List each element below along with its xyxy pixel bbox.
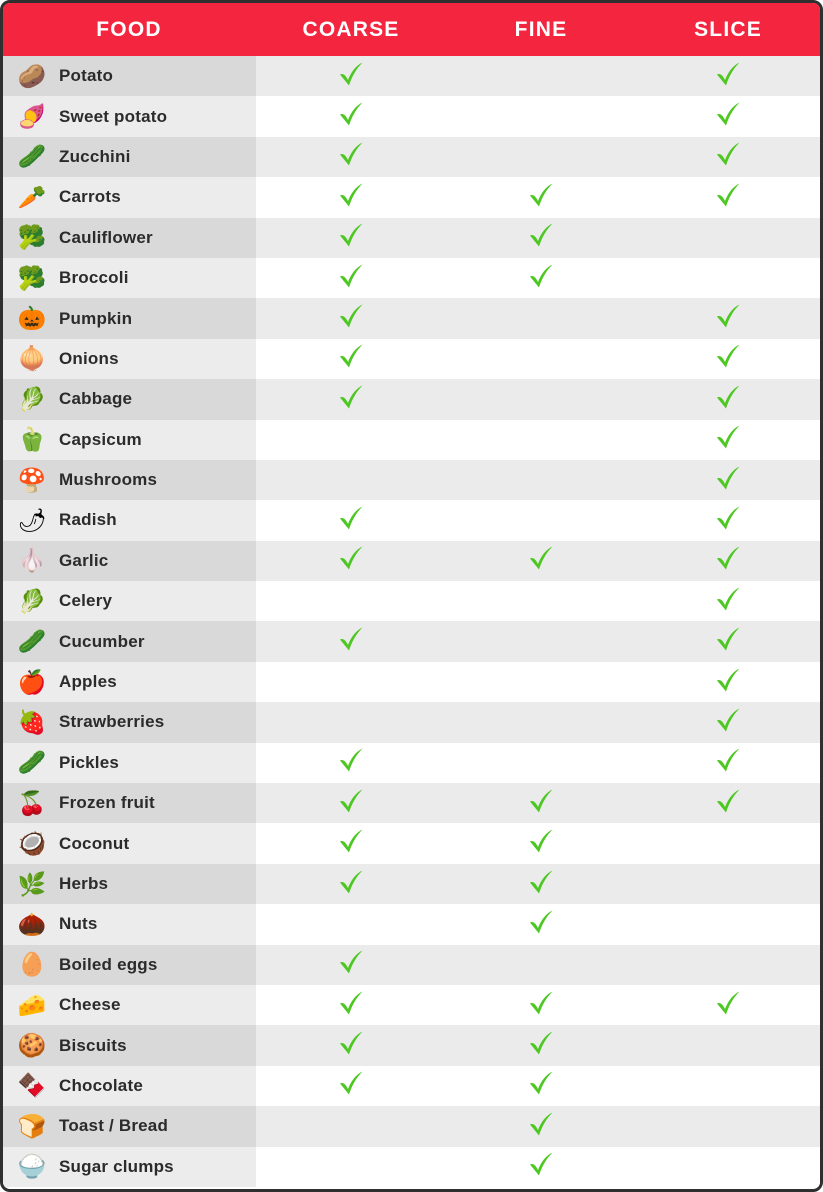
food-cell	[3, 662, 256, 702]
fine-cell	[446, 500, 636, 540]
slice-cell	[636, 864, 820, 904]
slice-cell	[636, 541, 820, 581]
food-cell	[3, 258, 256, 298]
check-icon	[336, 301, 366, 331]
bread-icon: 🍞	[17, 1112, 47, 1139]
table-row	[3, 218, 820, 258]
table-row	[3, 864, 820, 904]
slice-cell	[636, 339, 820, 379]
check-icon	[526, 261, 556, 291]
table-row	[3, 662, 820, 702]
table-row	[3, 1106, 820, 1146]
fine-cell	[446, 96, 636, 136]
check-icon	[713, 665, 743, 695]
check-icon	[526, 786, 556, 816]
slice-cell	[636, 420, 820, 460]
coarse-cell	[256, 662, 446, 702]
check-icon	[526, 907, 556, 937]
fine-cell	[446, 864, 636, 904]
column-header-fine: FINE	[446, 3, 636, 56]
food-cell	[3, 864, 256, 904]
empty-mark	[541, 645, 542, 646]
food-label: Onions	[59, 348, 119, 368]
empty-mark	[351, 443, 352, 444]
strawberry-icon: 🍓	[17, 708, 47, 735]
empty-mark	[351, 927, 352, 928]
slice-cell	[636, 500, 820, 540]
check-icon	[713, 422, 743, 452]
food-label: Apples	[59, 672, 117, 692]
coarse-cell	[256, 581, 446, 621]
empty-mark	[728, 1049, 729, 1050]
table-row	[3, 339, 820, 379]
table-row	[3, 985, 820, 1025]
table-row	[3, 96, 820, 136]
table-row	[3, 581, 820, 621]
celery-icon: 🥬	[17, 587, 47, 614]
slice-cell	[636, 702, 820, 742]
slice-cell	[636, 379, 820, 419]
potato-icon: 🥔	[17, 62, 47, 89]
pumpkin-icon: 🎃	[17, 305, 47, 332]
food-cell	[3, 985, 256, 1025]
check-icon	[713, 745, 743, 775]
fine-cell	[446, 945, 636, 985]
empty-mark	[541, 120, 542, 121]
fine-cell	[446, 702, 636, 742]
fine-cell	[446, 460, 636, 500]
slice-cell	[636, 177, 820, 217]
apple-icon: 🍎	[17, 668, 47, 695]
coarse-cell	[256, 460, 446, 500]
empty-mark	[728, 241, 729, 242]
check-icon	[713, 59, 743, 89]
empty-mark	[728, 847, 729, 848]
fine-cell	[446, 985, 636, 1025]
slice-cell	[636, 621, 820, 661]
food-label: Potato	[59, 66, 114, 86]
empty-mark	[541, 685, 542, 686]
check-icon	[713, 139, 743, 169]
food-label: Broccoli	[59, 268, 129, 288]
fine-cell	[446, 1066, 636, 1106]
coarse-cell	[256, 1066, 446, 1106]
fine-cell	[446, 823, 636, 863]
coarse-cell	[256, 137, 446, 177]
food-cell	[3, 460, 256, 500]
check-icon	[336, 99, 366, 129]
check-icon	[336, 947, 366, 977]
check-icon	[336, 261, 366, 291]
food-label: Pickles	[59, 752, 120, 772]
empty-mark	[728, 927, 729, 928]
onion-icon: 🧅	[17, 345, 47, 372]
food-cell	[3, 783, 256, 823]
food-label: Toast / Bread	[59, 1116, 169, 1136]
check-icon	[336, 745, 366, 775]
food-cell	[3, 702, 256, 742]
table-row	[3, 298, 820, 338]
fine-cell	[446, 1106, 636, 1146]
table-row	[3, 1025, 820, 1065]
coarse-cell	[256, 1106, 446, 1146]
cucumber-icon: 🥒	[17, 628, 47, 655]
check-icon	[526, 1109, 556, 1139]
check-icon	[526, 867, 556, 897]
food-label: Garlic	[59, 550, 109, 570]
empty-mark	[351, 1129, 352, 1130]
food-cell	[3, 541, 256, 581]
empty-mark	[541, 725, 542, 726]
table-row	[3, 1147, 820, 1187]
slice-cell	[636, 945, 820, 985]
table-row	[3, 56, 820, 96]
food-label: Capsicum	[59, 429, 142, 449]
table-row	[3, 743, 820, 783]
fine-cell	[446, 662, 636, 702]
coarse-cell	[256, 298, 446, 338]
fine-cell	[446, 339, 636, 379]
check-icon	[713, 988, 743, 1018]
food-cell	[3, 1147, 256, 1187]
food-cell	[3, 218, 256, 258]
slice-cell	[636, 218, 820, 258]
check-icon	[526, 543, 556, 573]
check-icon	[526, 1149, 556, 1179]
food-cell	[3, 1066, 256, 1106]
check-icon	[336, 543, 366, 573]
empty-mark	[728, 887, 729, 888]
check-icon	[713, 543, 743, 573]
fine-cell	[446, 621, 636, 661]
table-row	[3, 420, 820, 460]
food-cell	[3, 743, 256, 783]
empty-mark	[541, 766, 542, 767]
food-label: Herbs	[59, 874, 109, 893]
food-cell	[3, 823, 256, 863]
fine-cell	[446, 56, 636, 96]
check-icon	[336, 180, 366, 210]
check-icon	[336, 503, 366, 533]
empty-mark	[351, 1170, 352, 1171]
check-icon	[713, 301, 743, 331]
column-header-food: FOOD	[3, 3, 256, 56]
cauliflower-icon: 🥦	[17, 224, 47, 251]
empty-mark	[541, 79, 542, 80]
table-row	[3, 379, 820, 419]
check-icon	[713, 382, 743, 412]
food-label: Frozen fruit	[59, 793, 155, 813]
food-label: Carrots	[59, 187, 121, 207]
zucchini-icon: 🥒	[17, 143, 47, 170]
check-icon	[713, 624, 743, 654]
column-header-coarse: COARSE	[256, 3, 446, 56]
check-icon	[336, 341, 366, 371]
coarse-cell	[256, 339, 446, 379]
empty-mark	[541, 443, 542, 444]
pickle-icon: 🥒	[17, 749, 47, 776]
coarse-cell	[256, 743, 446, 783]
food-label: Cabbage	[59, 389, 133, 409]
slice-cell	[636, 1066, 820, 1106]
coarse-cell	[256, 1147, 446, 1187]
check-icon	[336, 382, 366, 412]
food-cell	[3, 298, 256, 338]
empty-mark	[728, 968, 729, 969]
nuts-icon: 🌰	[17, 910, 47, 937]
table-row	[3, 177, 820, 217]
slice-cell	[636, 96, 820, 136]
coarse-cell	[256, 621, 446, 661]
table-body	[3, 56, 820, 1187]
fine-cell	[446, 783, 636, 823]
food-cell	[3, 500, 256, 540]
coconut-icon: 🥥	[17, 830, 47, 857]
garlic-icon: 🧄	[17, 547, 47, 574]
table-row	[3, 783, 820, 823]
check-icon	[336, 139, 366, 169]
table-row	[3, 460, 820, 500]
fine-cell	[446, 581, 636, 621]
check-icon	[526, 180, 556, 210]
food-label: Mushrooms	[59, 470, 158, 490]
food-cell	[3, 137, 256, 177]
table-row	[3, 945, 820, 985]
check-icon	[713, 99, 743, 129]
coarse-cell	[256, 1025, 446, 1065]
slice-cell	[636, 258, 820, 298]
coarse-cell	[256, 864, 446, 904]
food-cell	[3, 379, 256, 419]
food-label: Sugar clumps	[59, 1156, 174, 1176]
empty-mark	[351, 685, 352, 686]
food-cell	[3, 945, 256, 985]
herbs-icon: 🌿	[17, 870, 47, 897]
fine-cell	[446, 904, 636, 944]
coarse-cell	[256, 500, 446, 540]
coarse-cell	[256, 541, 446, 581]
mushroom-icon: 🍄	[17, 466, 47, 493]
fine-cell	[446, 177, 636, 217]
fine-cell	[446, 743, 636, 783]
fine-cell	[446, 137, 636, 177]
slice-cell	[636, 743, 820, 783]
slice-cell	[636, 137, 820, 177]
table-row	[3, 621, 820, 661]
food-cell	[3, 621, 256, 661]
food-capability-table	[3, 3, 820, 1187]
check-icon	[336, 624, 366, 654]
slice-cell	[636, 1147, 820, 1187]
coarse-cell	[256, 420, 446, 460]
food-cell	[3, 177, 256, 217]
food-label: Strawberries	[59, 712, 165, 732]
header-row	[3, 3, 820, 56]
cabbage-icon: 🥬	[17, 385, 47, 412]
empty-mark	[728, 1129, 729, 1130]
slice-cell	[636, 460, 820, 500]
empty-mark	[541, 402, 542, 403]
check-icon	[336, 220, 366, 250]
food-label: Coconut	[59, 833, 130, 853]
biscuit-icon: 🍪	[17, 1032, 47, 1059]
check-icon	[713, 503, 743, 533]
check-icon	[336, 988, 366, 1018]
coarse-cell	[256, 379, 446, 419]
check-icon	[713, 180, 743, 210]
fine-cell	[446, 258, 636, 298]
slice-cell	[636, 783, 820, 823]
check-icon	[336, 786, 366, 816]
empty-mark	[541, 160, 542, 161]
coarse-cell	[256, 904, 446, 944]
column-header-slice: SLICE	[636, 3, 820, 56]
check-icon	[526, 1028, 556, 1058]
coarse-cell	[256, 258, 446, 298]
food-label: Cauliflower	[59, 227, 153, 247]
fine-cell	[446, 420, 636, 460]
food-label: Biscuits	[59, 1035, 127, 1055]
cheese-icon: 🧀	[17, 991, 47, 1018]
coarse-cell	[256, 985, 446, 1025]
table-row	[3, 1066, 820, 1106]
food-cell	[3, 339, 256, 379]
food-label: Sweet potato	[59, 106, 168, 126]
food-label: Pumpkin	[59, 308, 133, 328]
check-icon	[336, 1068, 366, 1098]
check-icon	[336, 59, 366, 89]
check-icon	[336, 826, 366, 856]
table-row	[3, 258, 820, 298]
table-row	[3, 541, 820, 581]
slice-cell	[636, 56, 820, 96]
empty-mark	[351, 725, 352, 726]
food-cell	[3, 1025, 256, 1065]
food-cell	[3, 1106, 256, 1146]
chocolate-icon: 🍫	[17, 1072, 47, 1099]
food-label: Boiled eggs	[59, 954, 158, 974]
empty-mark	[351, 483, 352, 484]
check-icon	[713, 463, 743, 493]
table-row	[3, 904, 820, 944]
check-icon	[336, 867, 366, 897]
empty-mark	[541, 968, 542, 969]
fine-cell	[446, 1025, 636, 1065]
carrot-icon: 🥕	[17, 183, 47, 210]
coarse-cell	[256, 96, 446, 136]
table-row	[3, 823, 820, 863]
sweet-potato-icon: 🍠	[17, 103, 47, 130]
empty-mark	[541, 362, 542, 363]
slice-cell	[636, 1106, 820, 1146]
check-icon	[713, 584, 743, 614]
food-label: Celery	[59, 591, 113, 611]
check-icon	[526, 1068, 556, 1098]
empty-mark	[728, 1089, 729, 1090]
table-row	[3, 500, 820, 540]
check-icon	[713, 786, 743, 816]
slice-cell	[636, 662, 820, 702]
food-cell	[3, 904, 256, 944]
empty-mark	[541, 483, 542, 484]
slice-cell	[636, 581, 820, 621]
capsicum-icon: 🫑	[17, 426, 47, 453]
table-row	[3, 702, 820, 742]
fine-cell	[446, 298, 636, 338]
slice-cell	[636, 904, 820, 944]
check-icon	[526, 220, 556, 250]
food-label: Chocolate	[59, 1075, 143, 1095]
radish-icon: 🌶	[17, 506, 47, 533]
food-label: Radish	[59, 510, 117, 530]
slice-cell	[636, 1025, 820, 1065]
cherry-icon: 🍒	[17, 789, 47, 816]
empty-mark	[541, 322, 542, 323]
empty-mark	[728, 1170, 729, 1171]
coarse-cell	[256, 783, 446, 823]
table-header	[3, 3, 820, 56]
empty-mark	[351, 604, 352, 605]
empty-mark	[541, 523, 542, 524]
food-label: Cheese	[59, 995, 121, 1015]
coarse-cell	[256, 945, 446, 985]
check-icon	[713, 341, 743, 371]
empty-mark	[541, 604, 542, 605]
sugar-icon: 🍚	[17, 1153, 47, 1180]
food-cell	[3, 56, 256, 96]
fine-cell	[446, 1147, 636, 1187]
coarse-cell	[256, 702, 446, 742]
coarse-cell	[256, 823, 446, 863]
food-cell	[3, 581, 256, 621]
broccoli-icon: 🥦	[17, 264, 47, 291]
food-label: Zucchini	[59, 146, 131, 166]
table-row	[3, 137, 820, 177]
food-cell	[3, 420, 256, 460]
food-label: Cucumber	[59, 631, 145, 651]
check-icon	[526, 988, 556, 1018]
coarse-cell	[256, 177, 446, 217]
fine-cell	[446, 379, 636, 419]
coarse-cell	[256, 218, 446, 258]
slice-cell	[636, 823, 820, 863]
check-icon	[336, 1028, 366, 1058]
check-icon	[526, 826, 556, 856]
empty-mark	[728, 281, 729, 282]
slice-cell	[636, 985, 820, 1025]
fine-cell	[446, 541, 636, 581]
food-cell	[3, 96, 256, 136]
boiled-egg-icon: 🥚	[17, 951, 47, 978]
fine-cell	[446, 218, 636, 258]
check-icon	[713, 705, 743, 735]
slice-cell	[636, 298, 820, 338]
coarse-cell	[256, 56, 446, 96]
food-label: Nuts	[59, 914, 98, 934]
